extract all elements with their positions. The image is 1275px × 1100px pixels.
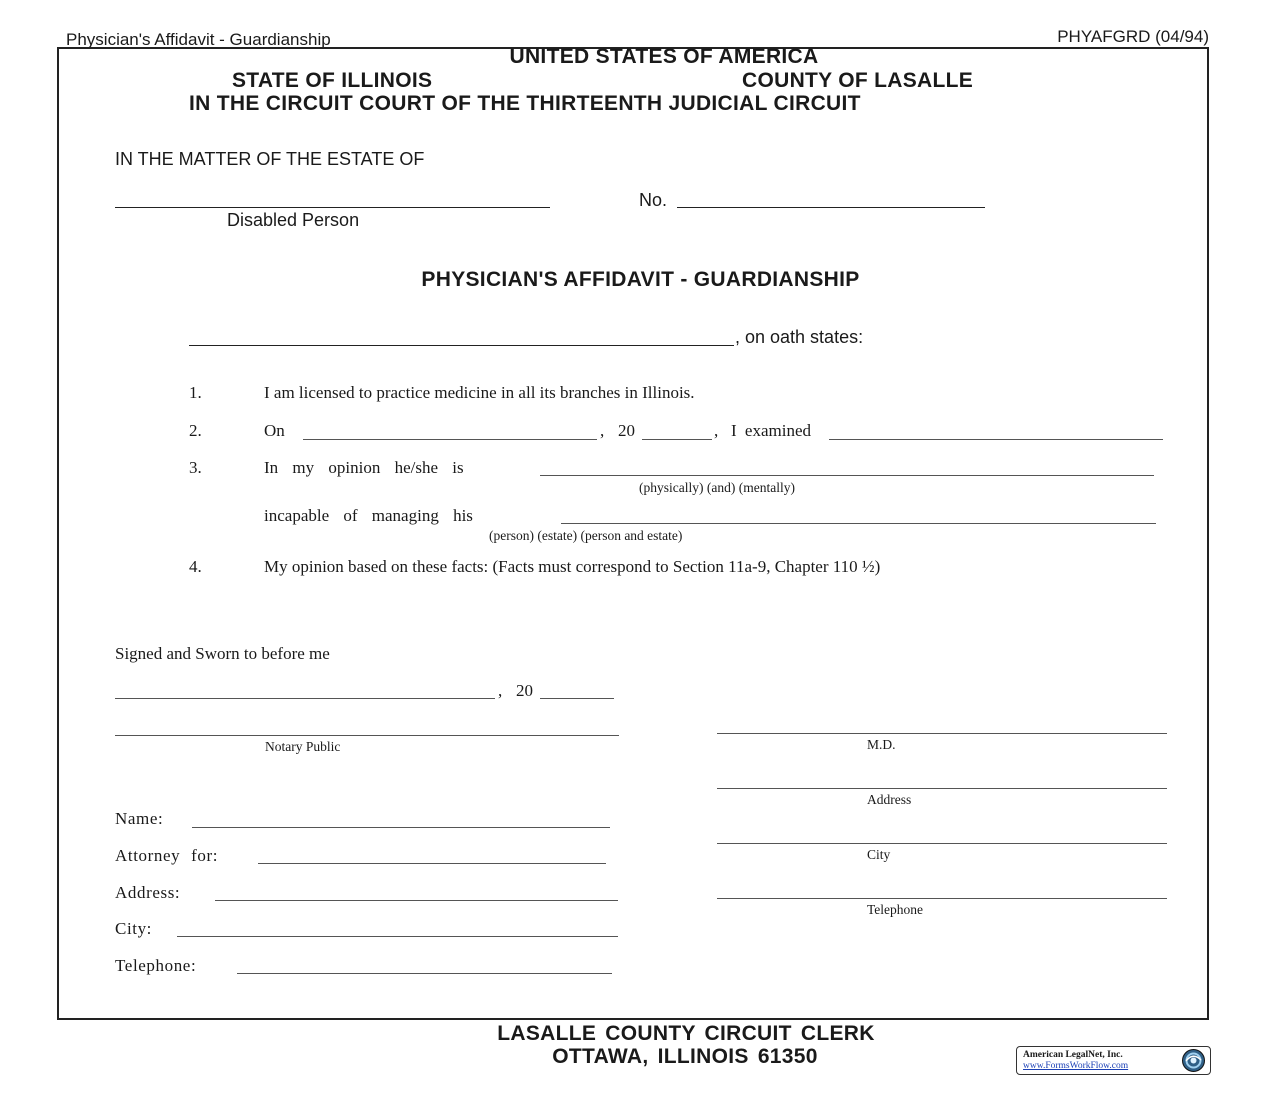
disabled-person-label: Disabled Person <box>227 210 360 230</box>
attorney-for-field[interactable] <box>258 863 606 864</box>
attorney-name-field[interactable] <box>192 827 610 828</box>
attorney-for-label: Attorney for: <box>115 846 219 865</box>
affiant-name-field[interactable] <box>189 345 734 346</box>
physician-city-label: City <box>867 847 891 862</box>
estate-name-field[interactable] <box>115 207 550 208</box>
item-2-year: 20 <box>618 421 635 440</box>
brand-name: American LegalNet, Inc. <box>1023 1050 1123 1060</box>
county-heading: COUNTY OF LASALLE <box>742 69 974 92</box>
brand-logo[interactable] <box>1016 1046 1211 1075</box>
case-number-label: No. <box>639 190 668 210</box>
item-2-examined: I examined <box>731 421 811 440</box>
sworn-year-label: 20 <box>516 681 533 700</box>
item-4-number: 4. <box>189 557 202 576</box>
md-label: M.D. <box>867 737 896 752</box>
comma-3: , <box>498 681 503 700</box>
state-heading: STATE OF ILLINOIS <box>232 69 433 92</box>
sworn-label: Signed and Sworn to before me <box>115 644 330 663</box>
item-2-on: On <box>264 421 285 440</box>
clerk-heading: LASALLE COUNTY CIRCUIT CLERK <box>497 1022 875 1045</box>
attorney-city-field[interactable] <box>177 936 618 937</box>
condition-hint: (physically) (and) (mentally) <box>639 480 795 495</box>
attorney-address-label: Address: <box>115 883 181 902</box>
item-1-number: 1. <box>189 383 202 402</box>
case-number-field[interactable] <box>677 207 985 208</box>
attorney-address-field[interactable] <box>215 900 618 901</box>
comma-1: , <box>600 421 605 440</box>
attorney-telephone-field[interactable] <box>237 973 612 974</box>
attorney-telephone-label: Telephone: <box>115 956 197 975</box>
incapacity-hint: (person) (estate) (person and estate) <box>489 528 683 543</box>
item-2-number: 2. <box>189 421 202 440</box>
attorney-name-label: Name: <box>115 809 164 828</box>
md-signature-field[interactable] <box>717 733 1167 734</box>
clerk-address: OTTAWA, ILLINOIS 61350 <box>552 1045 818 1068</box>
form-code: PHYAFGRD (04/94) <box>1057 27 1209 46</box>
form-title-corner: Physician's Affidavit - Guardianship <box>66 30 331 49</box>
notary-signature-field[interactable] <box>115 735 619 736</box>
matter-label: IN THE MATTER OF THE ESTATE OF <box>115 149 425 169</box>
item-3-incapable: incapable of managing his <box>264 506 473 525</box>
physician-address-label: Address <box>867 792 912 807</box>
incapacity-field[interactable] <box>561 523 1156 524</box>
globe-icon <box>1181 1048 1206 1073</box>
comma-2: , <box>714 421 719 440</box>
attorney-city-label: City: <box>115 919 153 938</box>
physician-telephone-field[interactable] <box>717 898 1167 899</box>
physician-address-field[interactable] <box>717 788 1167 789</box>
physician-city-field[interactable] <box>717 843 1167 844</box>
item-3-opinion: In my opinion he/she is <box>264 458 464 477</box>
notary-public-label: Notary Public <box>265 739 341 754</box>
sworn-year-field[interactable] <box>540 698 614 699</box>
item-1-text: I am licensed to practice medicine in all its branches in Illinois. <box>264 383 695 402</box>
examined-person-field[interactable] <box>829 439 1163 440</box>
oath-text: , on oath states: <box>735 327 864 347</box>
condition-field[interactable] <box>540 475 1154 476</box>
court-heading: IN THE CIRCUIT COURT OF THE THIRTEENTH JUDICIAL CIRCUIT <box>189 92 861 115</box>
exam-year-field[interactable] <box>642 439 712 440</box>
brand-url[interactable]: www.FormsWorkFlow.com <box>1023 1061 1129 1071</box>
exam-date-field[interactable] <box>303 439 597 440</box>
physician-telephone-label: Telephone <box>867 902 924 917</box>
document-title: PHYSICIAN'S AFFIDAVIT - GUARDIANSHIP <box>421 268 860 291</box>
country-heading: UNITED STATES OF AMERICA <box>509 45 819 68</box>
item-4-text: My opinion based on these facts: (Facts must correspond to Section 11a-9, Chapter 110 ½) <box>264 557 881 576</box>
sworn-date-field[interactable] <box>115 698 495 699</box>
item-3-number: 3. <box>189 458 202 477</box>
